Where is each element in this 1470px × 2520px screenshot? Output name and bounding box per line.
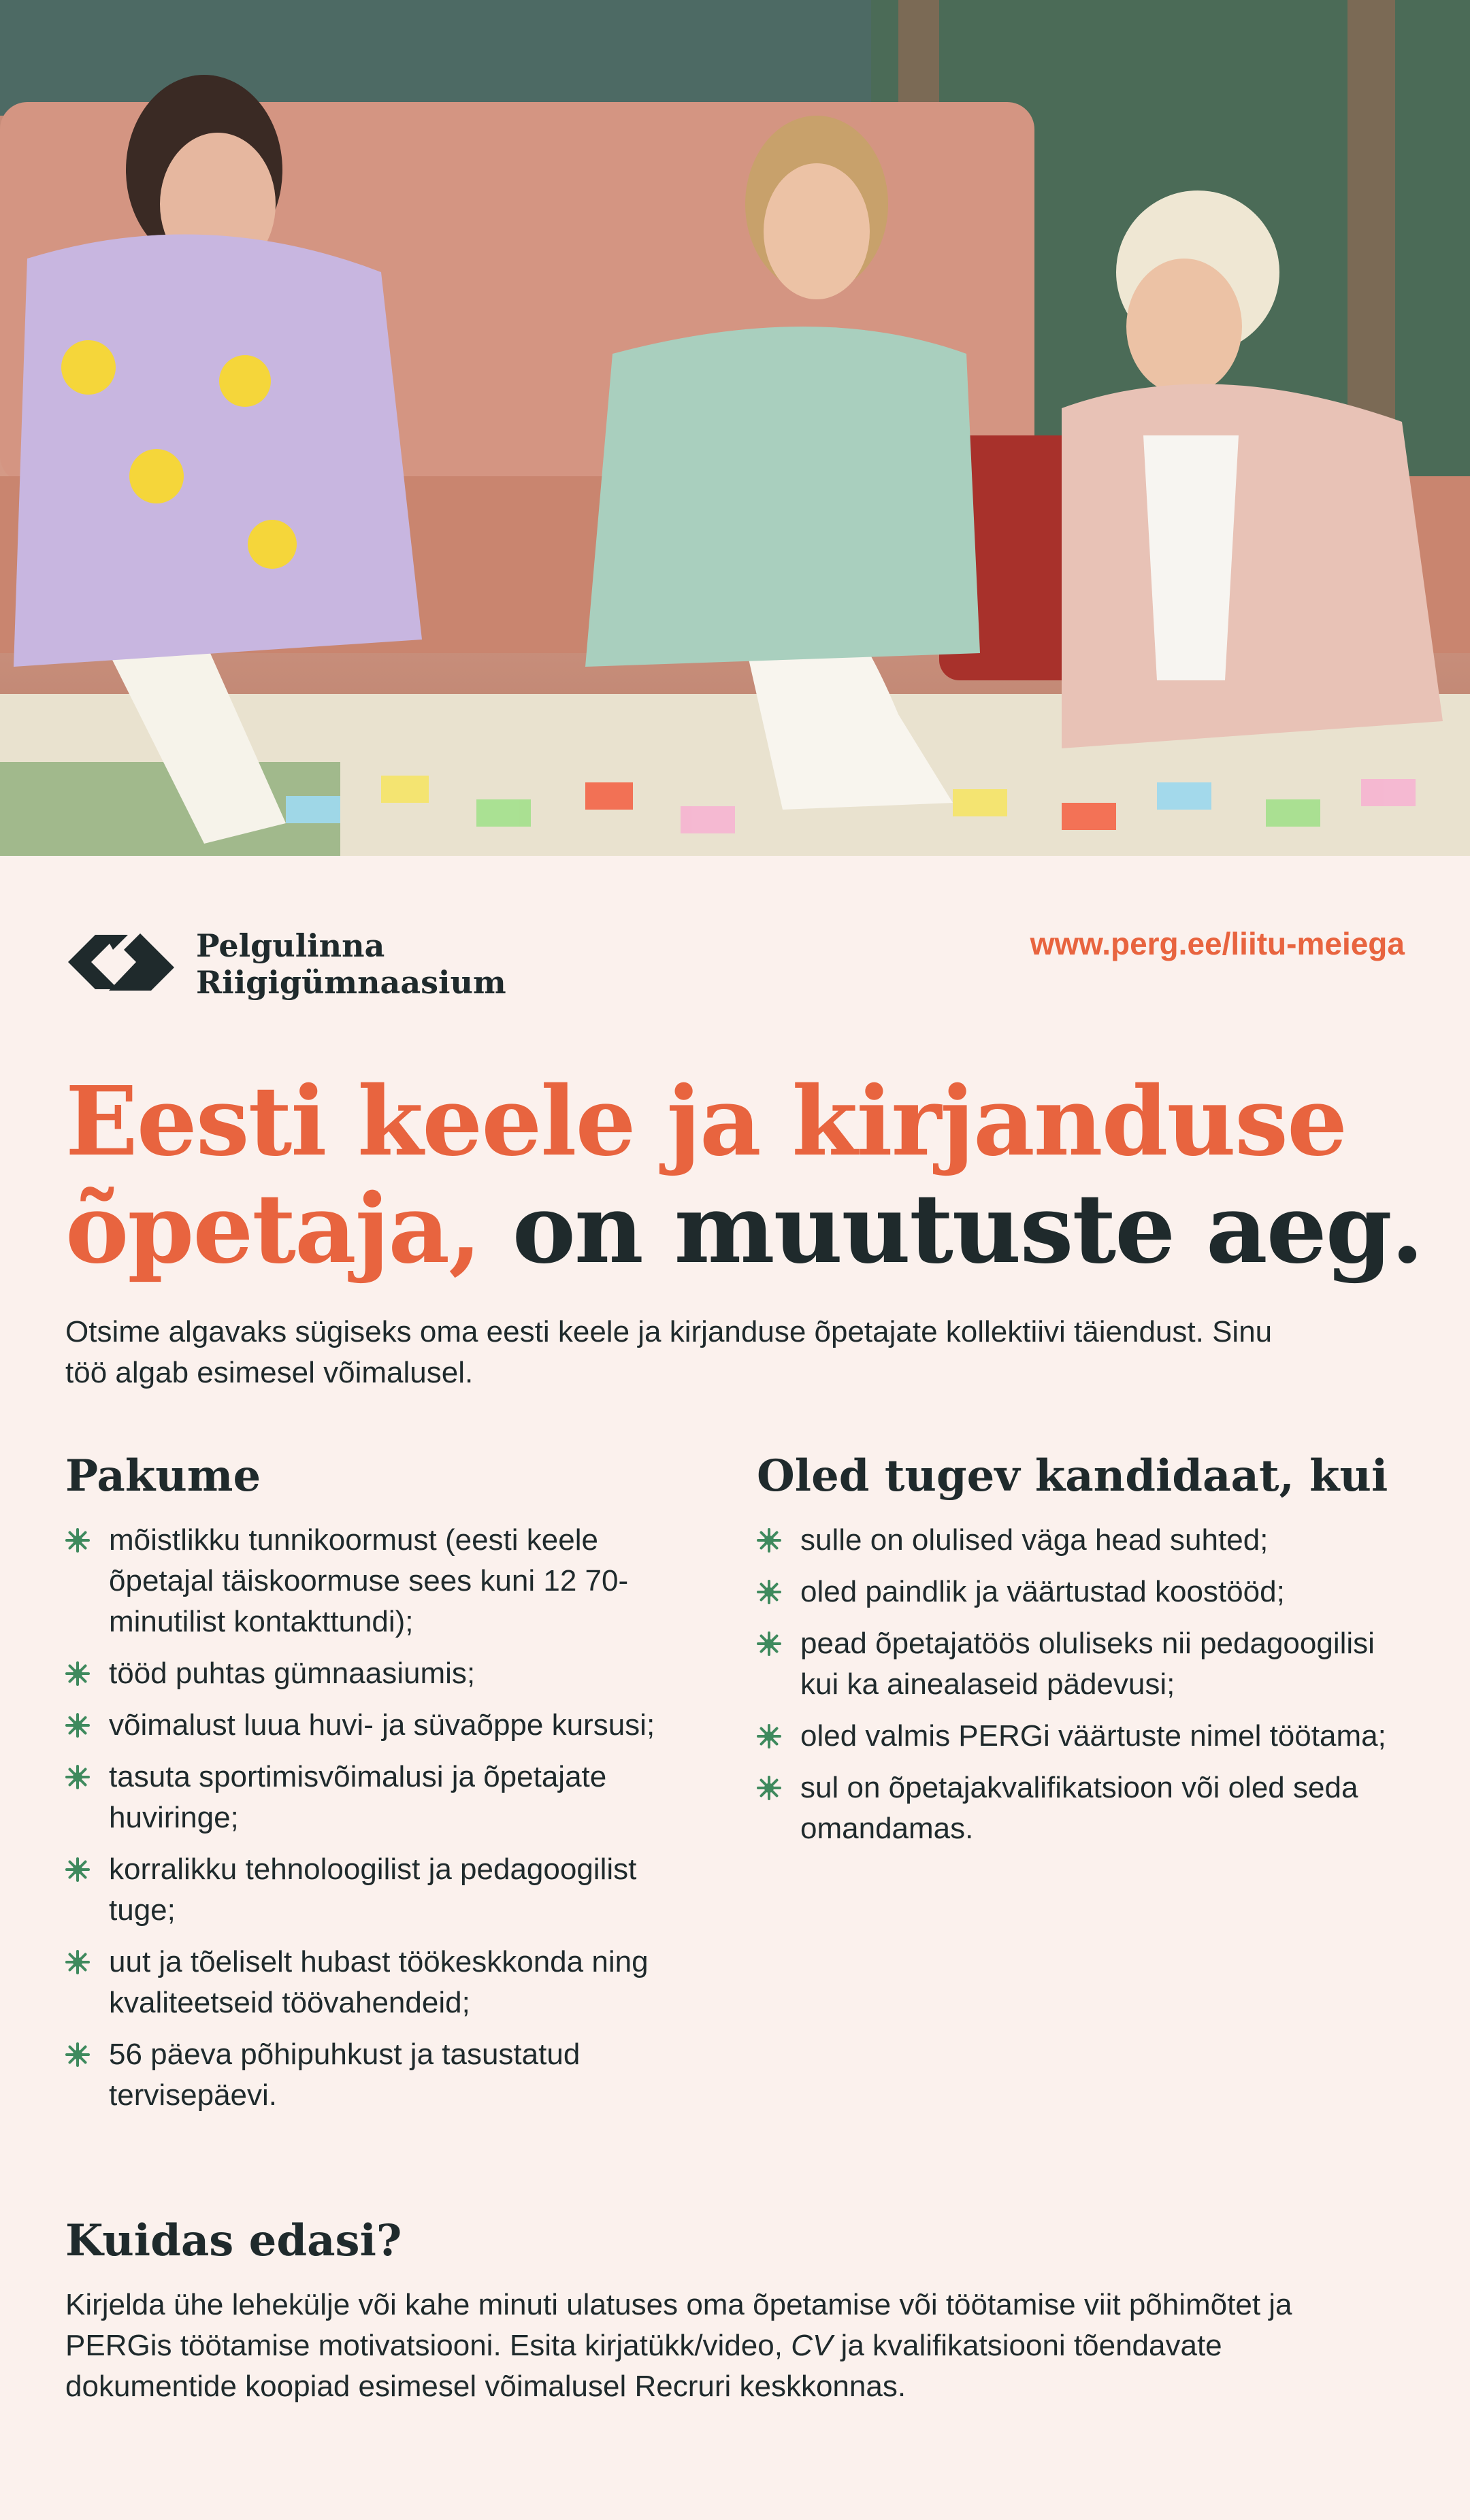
list-item — [757, 1572, 1410, 1612]
list-item-text: võimalust luua huvi- ja süvaõppe kursusi; — [109, 1708, 655, 1742]
list-item — [65, 1520, 705, 1642]
list-item-text: sul on õpetajakvalifikatsioon või oled seda omandamas. — [800, 1771, 1358, 1845]
next-heading: Kuidas edasi? — [65, 2215, 402, 2266]
green-burst-icon — [65, 2042, 90, 2067]
offer-heading: Pakume — [65, 1450, 261, 1502]
next-text-cv: CV — [791, 2329, 833, 2362]
green-burst-icon — [65, 1661, 90, 1686]
list-item-text: tasuta sportimisvõimalusi ja õpetajate huviringe; — [109, 1760, 607, 1834]
list-item-text: oled paindlik ja väärtustad koostööd; — [800, 1575, 1285, 1608]
next-text — [65, 2285, 1345, 2407]
list-item — [757, 1520, 1410, 1561]
list-item — [757, 1716, 1410, 1757]
list-item — [65, 1757, 705, 1838]
list-item-text: mõistlikku tunnikoormust (eesti keele õpetajal täiskoormuse sees kuni 12 70-minutilist kontakttundi); — [109, 1523, 629, 1638]
list-item — [757, 1623, 1410, 1705]
list-item-text: pead õpetajatöös oluliseks nii pedagoogilisi kui ka ainealaseid pädevusi; — [800, 1627, 1375, 1701]
website-link[interactable]: www.perg.ee/liitu-meiega — [1030, 926, 1405, 961]
hero-photo — [0, 0, 1470, 856]
brand-name-line2: Riigigümnaasium — [196, 964, 506, 1001]
list-item — [65, 2034, 705, 2116]
title-accent-line2: õpetaja, — [65, 1174, 480, 1285]
green-burst-icon — [757, 1580, 781, 1604]
next-steps-section — [65, 2212, 1345, 2407]
list-item-text: oled valmis PERGi väärtuste nimel töötama; — [800, 1719, 1386, 1753]
green-burst-icon — [65, 1528, 90, 1553]
green-burst-icon — [757, 1528, 781, 1553]
candidate-heading: Oled tugev kandidaat, kui — [757, 1450, 1388, 1502]
list-item-text: 56 päeva põhipuhkust ja tasustatud tervisepäevi. — [109, 2038, 581, 2112]
list-item — [65, 1942, 705, 2023]
list-item — [757, 1768, 1410, 1849]
green-burst-icon — [757, 1776, 781, 1800]
intro-text: Otsime algavaks sügiseks oma eesti keele ja kirjanduse õpetajate kollektiivi täiendust. Sinu töö algab esimesel võimalusel. — [65, 1315, 1273, 1389]
list-item — [65, 1705, 705, 1746]
green-burst-icon — [757, 1631, 781, 1656]
title-line1: Eesti keele ja kirjanduse — [65, 1066, 1347, 1178]
offer-list — [65, 1520, 705, 2116]
brand-name-line1: Pelgulinna — [196, 927, 385, 964]
title-dark-line2: on muutuste aeg. — [480, 1174, 1423, 1285]
page-title — [65, 1066, 1423, 1285]
list-item-text: tööd puhtas gümnaasiumis; — [109, 1657, 476, 1690]
green-burst-icon — [65, 1713, 90, 1738]
next-text-after: ja kvalifikatsiooni tõendavate dokumentide koopiad esimesel võimalusel Recruri keskkonnas. — [65, 2329, 1222, 2403]
green-burst-icon — [65, 1857, 90, 1882]
next-text-before: Kirjelda ühe lehekülje või kahe minuti ulatuses oma õpetamise või töötamise viit põhimõtet ja PERGis töötamise motivatsiooni. Esita kirjatükk/video, — [65, 2288, 1292, 2362]
hero-illustration — [0, 0, 1470, 856]
brand-name — [196, 927, 506, 1001]
candidate-section — [757, 1448, 1410, 1860]
candidate-list — [757, 1520, 1410, 1849]
offer-section — [65, 1448, 705, 2127]
green-burst-icon — [65, 1765, 90, 1789]
list-item-text: korralikku tehnoloogilist ja pedagoogilist tuge; — [109, 1853, 637, 1927]
list-item-text: sulle on olulised väga head suhted; — [800, 1523, 1269, 1557]
green-burst-icon — [65, 1950, 90, 1974]
list-item — [65, 1653, 705, 1694]
perg-logo-icon — [65, 920, 177, 1008]
list-item-text: uut ja tõeliselt hubast töökeskkonda ning kvaliteetseid töövahendeid; — [109, 1945, 649, 2019]
green-burst-icon — [757, 1724, 781, 1748]
brand — [65, 920, 506, 1008]
list-item — [65, 1849, 705, 1931]
